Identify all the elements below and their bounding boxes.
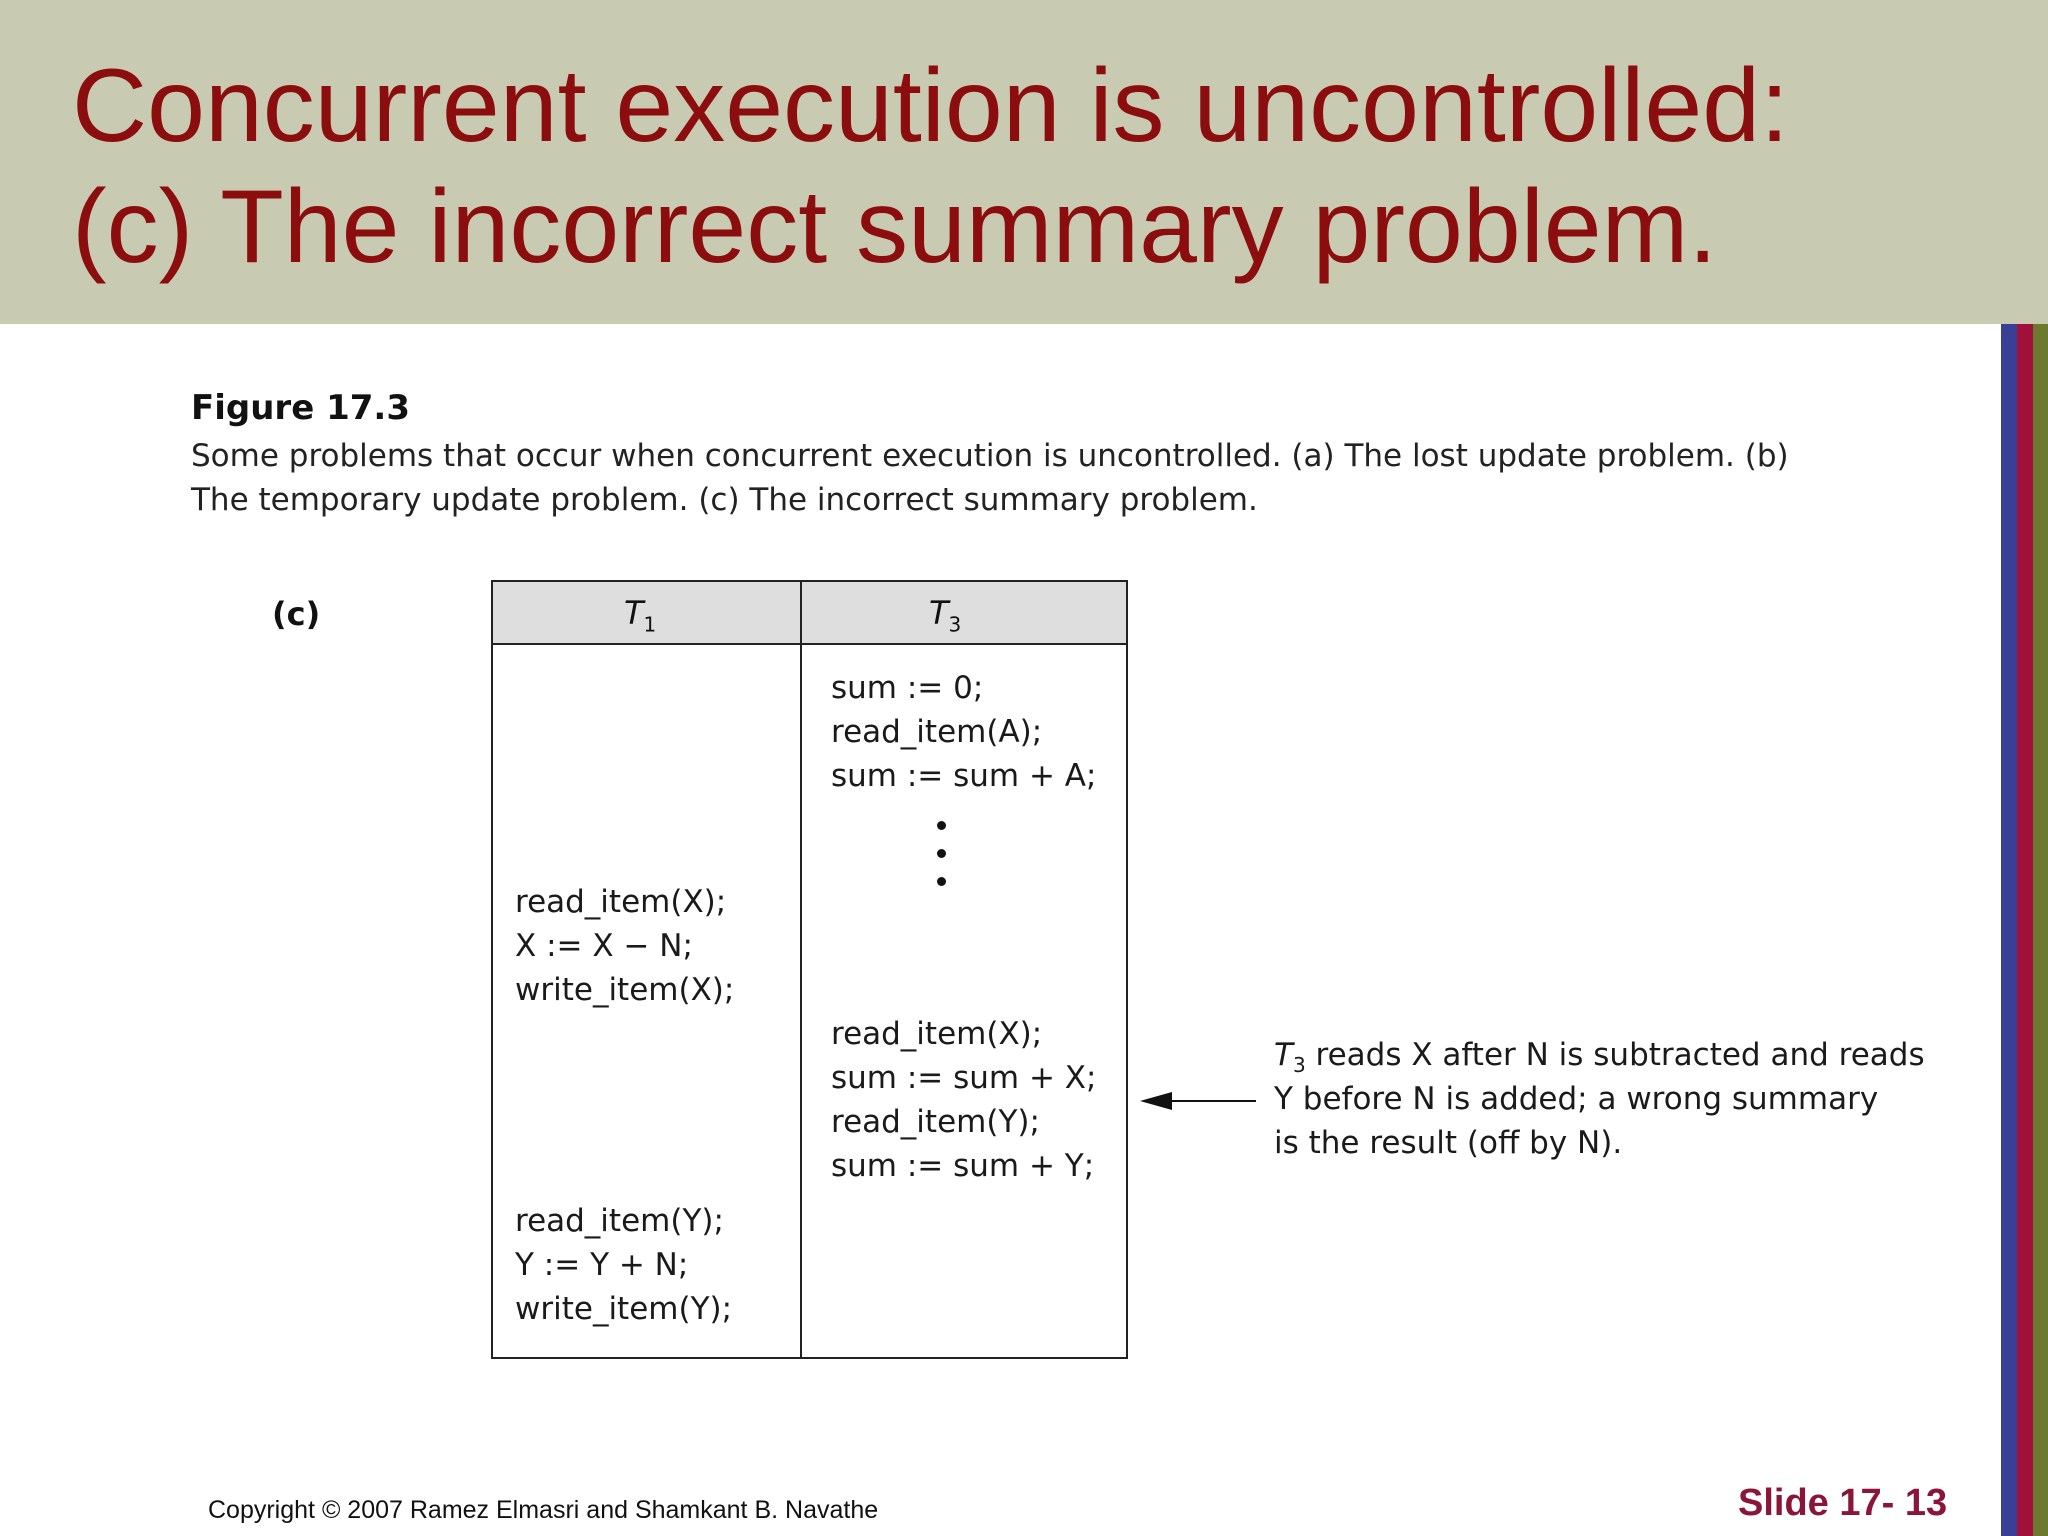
code-line: Y := Y + N; <box>515 1247 689 1283</box>
header-t1: $T_1$ <box>624 594 657 637</box>
arrow-left-icon <box>1138 1086 1258 1116</box>
code-line: read_item(A); <box>831 714 1043 750</box>
annotation-line1: $T_3$ reads X after N is subtracted and reads <box>1274 1037 1925 1078</box>
ellipsis-dot <box>937 877 946 886</box>
t3-block2 <box>831 1012 1096 1188</box>
ellipsis-dot <box>937 821 946 830</box>
code-line: sum := 0; <box>831 670 984 706</box>
accent-bar-blue <box>2001 324 2017 1536</box>
part-label: (c) <box>272 595 321 633</box>
header-t3: $T_3$ <box>929 594 962 637</box>
code-line: read_item(Y); <box>831 1104 1040 1140</box>
code-line: sum := sum + A; <box>831 758 1097 794</box>
code-line: sum := sum + X; <box>831 1060 1097 1096</box>
code-line: X := X − N; <box>515 928 693 964</box>
t3-block1 <box>831 666 1096 798</box>
column-divider <box>800 582 802 1357</box>
slide-title-line1: Concurrent execution is uncontrolled: <box>72 48 1789 164</box>
figure-label: Figure 17.3 <box>191 388 410 428</box>
slide-title-line2: (c) The incorrect summary problem. <box>72 169 1718 285</box>
t1-block2 <box>515 1199 732 1331</box>
code-line: read_item(X); <box>515 884 727 920</box>
figure-caption: Some problems that occur when concurrent execution is uncontrolled. (a) The lost update problem. (b) The temporary update problem. (c) The incorrect summary problem. <box>191 438 1789 518</box>
annotation-line3: is the result (off by N). <box>1274 1125 1623 1161</box>
t1-block1 <box>515 880 734 1012</box>
ellipsis-dot <box>937 849 946 858</box>
table-header <box>493 582 1126 645</box>
annotation-text <box>1274 1033 1925 1165</box>
copyright-text: Copyright © 2007 Ramez Elmasri and Shamkant B. Navathe <box>208 1496 879 1524</box>
code-line: write_item(Y); <box>515 1291 733 1327</box>
accent-bar-red <box>2017 324 2033 1536</box>
title-band <box>0 0 2048 324</box>
code-line: read_item(Y); <box>515 1203 724 1239</box>
annotation-line2: Y before N is added; a wrong summary <box>1274 1081 1879 1117</box>
code-line: write_item(X); <box>515 972 735 1008</box>
slide-number: Slide 17- 13 <box>1738 1482 1948 1524</box>
code-line: read_item(X); <box>831 1016 1043 1052</box>
code-line: sum := sum + Y; <box>831 1148 1095 1184</box>
accent-bar-olive <box>2033 324 2048 1536</box>
